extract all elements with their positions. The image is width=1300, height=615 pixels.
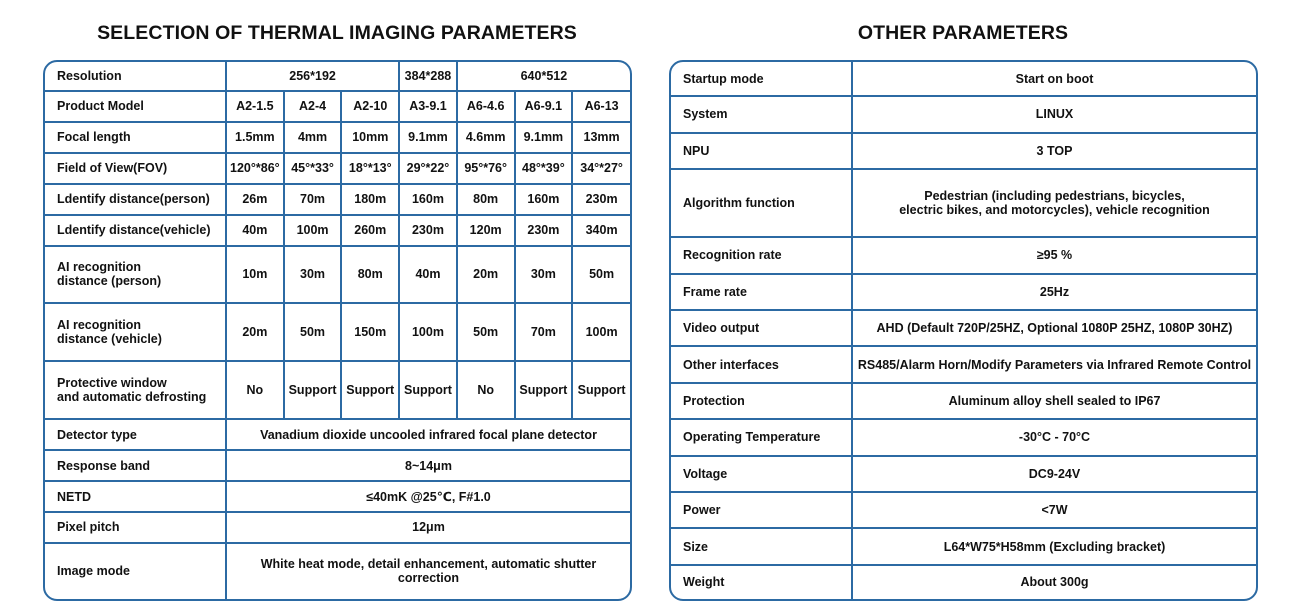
model-value-cell: 80m (341, 246, 399, 304)
model-value-cell: 40m (399, 246, 457, 304)
table-row (45, 543, 630, 599)
table-row (45, 246, 630, 304)
model-value-cell: 100m (572, 303, 630, 361)
row-label: Protection (671, 383, 852, 419)
model-value-cell: 120m (457, 215, 515, 246)
shared-value-cell: White heat mode, detail enhancement, automatic shutter correction (226, 543, 630, 599)
model-value-cell: A3-9.1 (399, 91, 457, 122)
table-row (45, 303, 630, 361)
model-value-cell: 160m (399, 184, 457, 215)
row-label: Detector type (45, 419, 226, 450)
model-value-cell: 48°*39° (515, 153, 573, 184)
model-value-cell: Support (572, 361, 630, 419)
model-value-cell: 40m (226, 215, 284, 246)
model-value-cell: 26m (226, 184, 284, 215)
model-value-cell: No (457, 361, 515, 419)
row-label: Product Model (45, 91, 226, 122)
resolution-group-cell: 640*512 (457, 62, 630, 91)
model-value-cell: 340m (572, 215, 630, 246)
row-label: Recognition rate (671, 237, 852, 273)
model-value-cell: 180m (341, 184, 399, 215)
table-row (671, 133, 1256, 169)
table-row (45, 215, 630, 246)
value-cell: <7W (852, 492, 1256, 528)
table-row (45, 91, 630, 122)
row-label: AI recognition distance (person) (45, 246, 226, 304)
row-label: Startup mode (671, 62, 852, 96)
table-row (671, 383, 1256, 419)
value-cell: 25Hz (852, 274, 1256, 310)
row-label: Field of View(FOV) (45, 153, 226, 184)
other-params-table (671, 62, 1256, 599)
table-row (45, 153, 630, 184)
table-row (45, 512, 630, 543)
row-label: Ldentify distance(vehicle) (45, 215, 226, 246)
row-label: Pixel pitch (45, 512, 226, 543)
row-label: Size (671, 528, 852, 564)
model-value-cell: 80m (457, 184, 515, 215)
model-value-cell: 18°*13° (341, 153, 399, 184)
model-value-cell: 34°*27° (572, 153, 630, 184)
value-cell: L64*W75*H58mm (Excluding bracket) (852, 528, 1256, 564)
model-value-cell: 95°*76° (457, 153, 515, 184)
table-row (671, 565, 1256, 599)
row-label: Protective window and automatic defrosting (45, 361, 226, 419)
model-value-cell: 30m (515, 246, 573, 304)
other-params-title: OTHER PARAMETERS (857, 22, 1069, 44)
value-cell: DC9-24V (852, 456, 1256, 492)
value-cell: AHD (Default 720P/25HZ, Optional 1080P 25HZ, 1080P 30HZ) (852, 310, 1256, 346)
value-cell: 3 TOP (852, 133, 1256, 169)
thermal-params-title: SELECTION OF THERMAL IMAGING PARAMETERS (97, 22, 577, 44)
table-row (671, 62, 1256, 96)
row-label: Voltage (671, 456, 852, 492)
shared-value-cell: 8~14μm (226, 450, 630, 481)
model-value-cell: 9.1mm (399, 122, 457, 153)
value-cell: Aluminum alloy shell sealed to IP67 (852, 383, 1256, 419)
row-label: Other interfaces (671, 346, 852, 382)
table-row (45, 419, 630, 450)
table-row (45, 481, 630, 512)
model-value-cell: 230m (399, 215, 457, 246)
row-label: AI recognition distance (vehicle) (45, 303, 226, 361)
shared-value-cell: Vanadium dioxide uncooled infrared focal plane detector (226, 419, 630, 450)
model-value-cell: 230m (515, 215, 573, 246)
resolution-group-cell: 384*288 (399, 62, 457, 91)
model-value-cell: A2-4 (284, 91, 342, 122)
shared-value-cell: 12μm (226, 512, 630, 543)
row-label: Image mode (45, 543, 226, 599)
value-cell: Start on boot (852, 62, 1256, 96)
model-value-cell: Support (399, 361, 457, 419)
row-label: Focal length (45, 122, 226, 153)
table-row (671, 274, 1256, 310)
table-row (45, 361, 630, 419)
value-cell: RS485/Alarm Horn/Modify Parameters via Infrared Remote Control (852, 346, 1256, 382)
row-label: System (671, 96, 852, 132)
table-row (45, 122, 630, 153)
row-label: Power (671, 492, 852, 528)
thermal-params-table-frame (43, 60, 632, 601)
model-value-cell: A6-4.6 (457, 91, 515, 122)
table-row (671, 96, 1256, 132)
model-value-cell: 9.1mm (515, 122, 573, 153)
model-value-cell: 50m (572, 246, 630, 304)
row-label: NPU (671, 133, 852, 169)
model-value-cell: 70m (284, 184, 342, 215)
model-value-cell: 50m (457, 303, 515, 361)
model-value-cell: 100m (284, 215, 342, 246)
model-value-cell: 70m (515, 303, 573, 361)
model-value-cell: 230m (572, 184, 630, 215)
model-value-cell: 29°*22° (399, 153, 457, 184)
model-value-cell: 50m (284, 303, 342, 361)
model-value-cell: A2-1.5 (226, 91, 284, 122)
row-label: Ldentify distance(person) (45, 184, 226, 215)
model-value-cell: A2-10 (341, 91, 399, 122)
model-value-cell: 160m (515, 184, 573, 215)
resolution-row (45, 62, 630, 91)
model-value-cell: 10m (226, 246, 284, 304)
value-cell: About 300g (852, 565, 1256, 599)
table-row (671, 310, 1256, 346)
value-cell: LINUX (852, 96, 1256, 132)
model-value-cell: 10mm (341, 122, 399, 153)
model-value-cell: A6-9.1 (515, 91, 573, 122)
model-value-cell: A6-13 (572, 91, 630, 122)
table-row (671, 346, 1256, 382)
table-row (671, 169, 1256, 237)
model-value-cell: 20m (226, 303, 284, 361)
model-value-cell: Support (341, 361, 399, 419)
row-label: Weight (671, 565, 852, 599)
model-value-cell: 100m (399, 303, 457, 361)
model-value-cell: Support (284, 361, 342, 419)
thermal-params-table (45, 62, 630, 599)
model-value-cell: Support (515, 361, 573, 419)
value-cell: ≥95 % (852, 237, 1256, 273)
row-label: NETD (45, 481, 226, 512)
row-label: Video output (671, 310, 852, 346)
row-label: Response band (45, 450, 226, 481)
model-value-cell: 13mm (572, 122, 630, 153)
shared-value-cell: ≤40mK @25℃, F#1.0 (226, 481, 630, 512)
table-row (45, 450, 630, 481)
table-row (45, 184, 630, 215)
model-value-cell: 4mm (284, 122, 342, 153)
model-value-cell: 30m (284, 246, 342, 304)
value-cell: -30°C - 70°C (852, 419, 1256, 455)
model-value-cell: No (226, 361, 284, 419)
model-value-cell: 4.6mm (457, 122, 515, 153)
row-label-resolution: Resolution (45, 62, 226, 91)
model-value-cell: 150m (341, 303, 399, 361)
row-label: Frame rate (671, 274, 852, 310)
other-params-table-frame (669, 60, 1258, 601)
table-row (671, 419, 1256, 455)
model-value-cell: 20m (457, 246, 515, 304)
table-row (671, 237, 1256, 273)
resolution-group-cell: 256*192 (226, 62, 399, 91)
table-row (671, 492, 1256, 528)
row-label: Operating Temperature (671, 419, 852, 455)
row-label: Algorithm function (671, 169, 852, 237)
value-cell: Pedestrian (including pedestrians, bicycles, electric bikes, and motorcycles), vehicle recognition (852, 169, 1256, 237)
table-row (671, 528, 1256, 564)
model-value-cell: 1.5mm (226, 122, 284, 153)
table-row (671, 456, 1256, 492)
model-value-cell: 260m (341, 215, 399, 246)
model-value-cell: 120°*86° (226, 153, 284, 184)
model-value-cell: 45°*33° (284, 153, 342, 184)
